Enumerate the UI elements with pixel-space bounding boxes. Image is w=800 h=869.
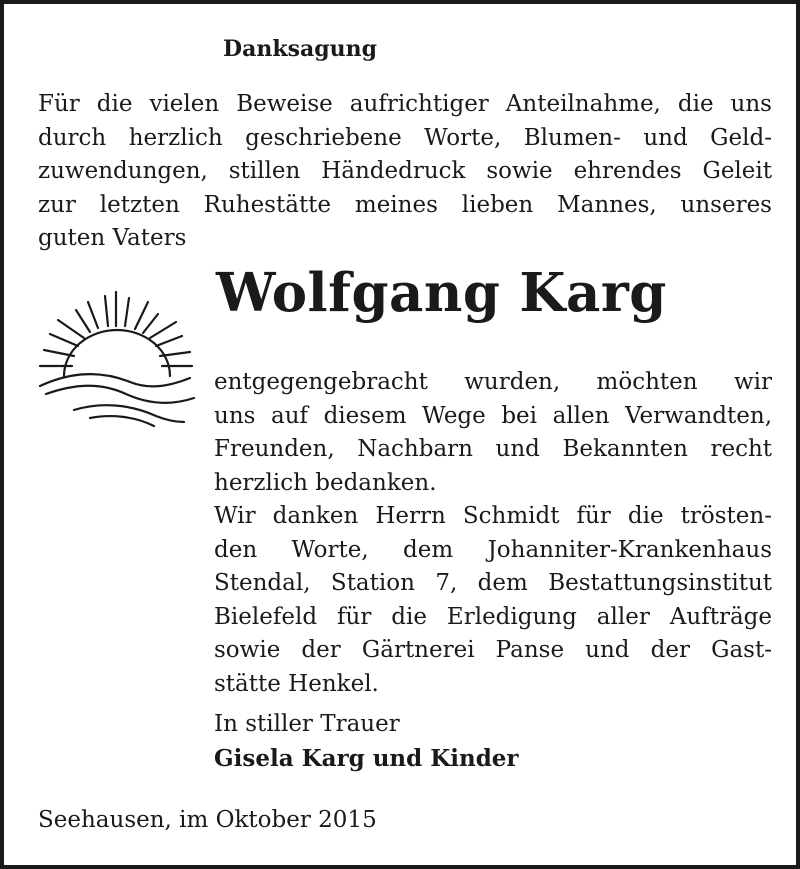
body-line: den Worte, dem Johanniter-Krankenhaus xyxy=(214,536,772,563)
body-line: Freunden, Nachbarn und Bekannten recht xyxy=(214,436,772,462)
deceased-name: Wolfgang Karg xyxy=(216,262,667,324)
notice-title: Danksagung xyxy=(223,36,377,62)
intro-line: guten Vaters xyxy=(38,225,187,251)
signature-closing: In stiller Trauer xyxy=(214,711,400,737)
thanks-paragraph xyxy=(214,366,772,701)
body-line: Wir danken Herrn Schmidt für die trösten- xyxy=(214,503,772,529)
body-line: sowie der Gärtnerei Panse und der Gast- xyxy=(214,637,772,663)
signature-names: Gisela Karg und Kinder xyxy=(214,744,519,772)
body-line: Stendal, Station 7, dem Bestattungsinstitut xyxy=(214,570,772,596)
body-line: stätte Henkel. xyxy=(214,670,379,697)
intro-line: zur letzten Ruhestätte meines lieben Mannes, unseres xyxy=(38,191,772,218)
intro-line: durch herzlich geschriebene Worte, Blumen- und Geld- xyxy=(38,124,772,151)
intro-paragraph xyxy=(38,88,772,256)
intro-line: zuwendungen, stillen Händedruck sowie ehrendes Geleit xyxy=(38,158,772,184)
place-date: Seehausen, im Oktober 2015 xyxy=(38,807,377,833)
intro-line: Für die vielen Beweise aufrichtiger Anteilnahme, die uns xyxy=(38,91,772,117)
body-line: herzlich bedanken. xyxy=(214,469,437,496)
body-line: Bielefeld für die Erledigung aller Aufträge xyxy=(214,603,772,630)
body-line: entgegengebracht wurden, möchten wir xyxy=(214,369,772,395)
signature-block xyxy=(214,708,772,775)
sunrise-over-hills-icon xyxy=(30,286,198,434)
body-line: uns auf diesem Wege bei allen Verwandten, xyxy=(214,402,772,429)
